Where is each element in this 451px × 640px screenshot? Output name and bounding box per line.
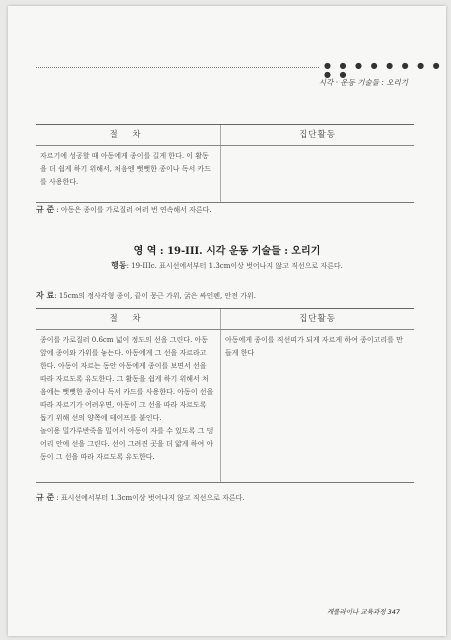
- behavior-line: [8, 260, 446, 271]
- criterion-1-label: 규 준: [36, 204, 55, 214]
- materials-text: : 15cm의 정사각형 종이, 끝이 뭉근 가위, 굵은 싸인펜, 안전 가위.: [54, 292, 256, 300]
- table2-procedure-text: 종이를 가로질러 0.6cm 넓이 정도의 선을 그린다. 아동 앞에 종이와 가위를 놓는다. 아동에게 그 선을 자르라고 한다. 아동이 자르는 동안 아동에게 종이를 보면서 선을 따라 자르도록 유도한다. 그 활동을 쉽게 하기 위해서 처음에는 뻣뻣한 종이나 독서 카드를 사용한다. 아동이 선을 따라 자르기가 어려우면, 아동이 그 선을 따라 자르도록 돕기 위해 선의 양쪽에 테이프를 붙인다. 놀이용 밀가루반죽을 밀어서 아동이 자를 수 있도록 그 덩어리 안에 선을 그린다. 선이 그려진 곳을 더 얇게 하여 아동이 그 선을 따라 자르도록 유도한다.: [36, 330, 221, 483]
- procedure-table-1: [36, 124, 414, 203]
- header-rule: [36, 67, 319, 68]
- page: [8, 6, 446, 636]
- criterion-1: [36, 204, 212, 215]
- header-dots: ● ● ● ● ● ● ● ● ● ●: [324, 61, 443, 79]
- table1-procedure-text: 자르기에 성공할 때 아동에게 종이를 길게 한다. 이 활동을 더 쉽게 하기 위해서, 처음엔 뻣뻣한 종이나 독서 카드를 사용한다.: [36, 146, 221, 203]
- table2-group-text: 아동에게 종이를 직선띠가 되게 자르게 하여 종이고리를 만들게 한다: [221, 330, 415, 483]
- table1-col-procedure: 절 차: [36, 125, 221, 146]
- procedure-table-2: [36, 308, 414, 483]
- behavior-label: 행동: [111, 260, 127, 270]
- table2-col-procedure: 절 차: [36, 309, 221, 330]
- criterion-2-text: : 표시선에서부터 1.3cm이상 벗어나지 않고 직선으로 자른다.: [56, 494, 245, 502]
- running-header-title: 시각 · 운동 기술들 : 오리기: [318, 78, 408, 87]
- table2-col-group: 집단활동: [221, 309, 415, 330]
- page-footer: 캐롤라이나 교육과정 347: [326, 608, 400, 616]
- table1-col-group: 집단활동: [221, 125, 415, 146]
- criterion-2: [36, 492, 245, 503]
- materials-line: [36, 290, 256, 301]
- section-title: 영 역 : 19-III. 시각 운동 기술들 : 오리기: [133, 246, 321, 257]
- criterion-1-text: : 아동은 종이를 가로질러 여러 번 연속해서 자른다.: [56, 206, 212, 214]
- behavior-text: : 19-IIIc. 표시선에서부터 1.3cm이상 벗어나지 않고 직선으로 자른다.: [126, 262, 343, 270]
- table1-group-text: [221, 146, 415, 203]
- criterion-2-label: 규 준: [36, 492, 55, 502]
- materials-label: 자 료: [36, 290, 55, 300]
